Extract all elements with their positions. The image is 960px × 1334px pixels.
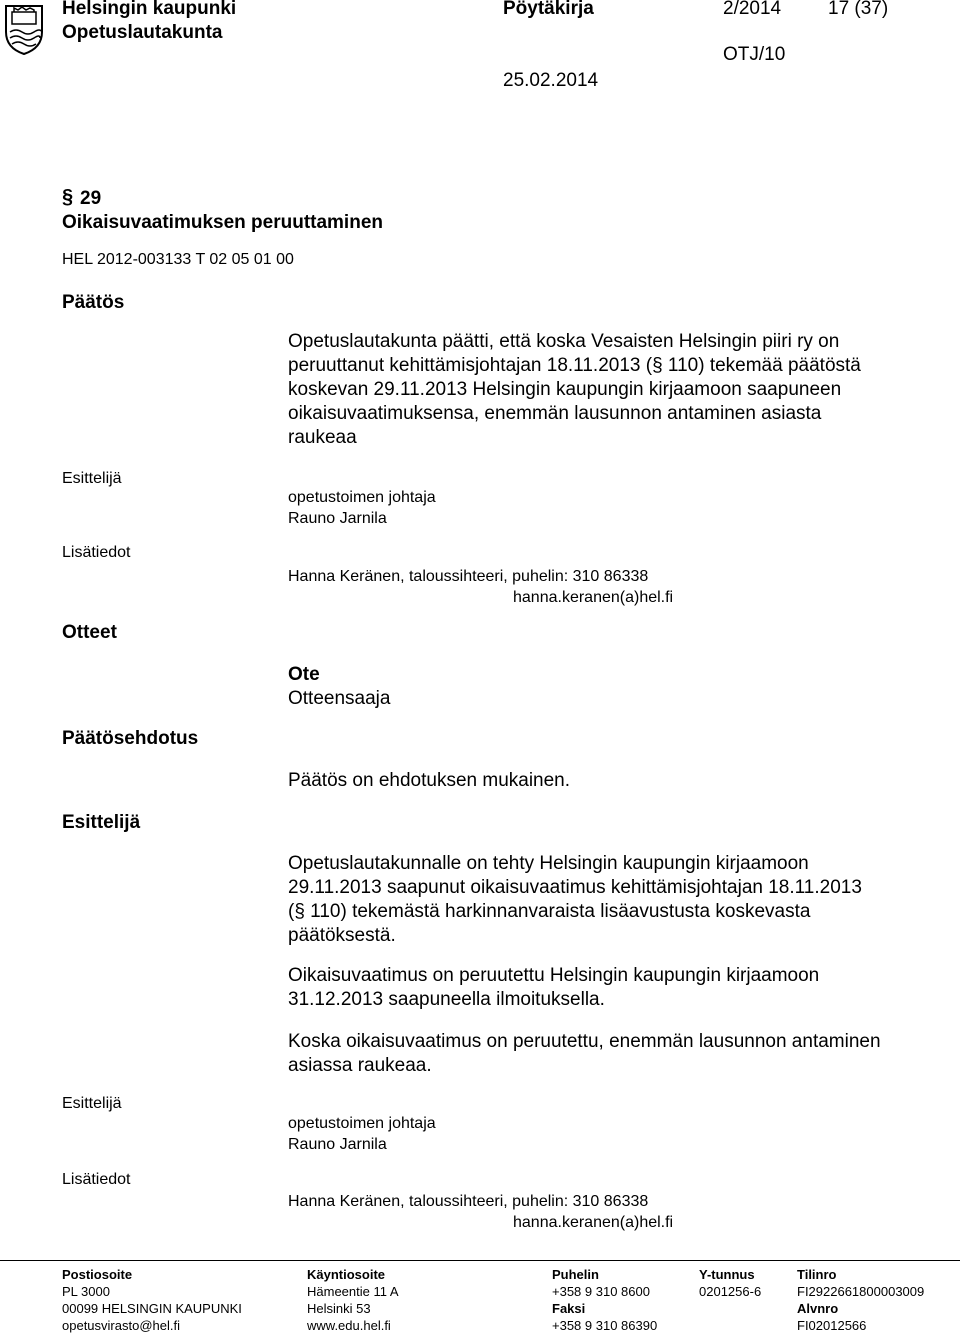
footer-email-link[interactable]: opetusvirasto@hel.fi — [62, 1318, 180, 1333]
footer-visit-line1: Hämeentie 11 A — [307, 1284, 399, 1299]
extracts-label: Otteet — [62, 622, 117, 643]
para1-line-3-text: 110) tekemästä harkinnanvaraista lisäavustusta koskevasta — [304, 901, 811, 922]
decision-line-4: oikaisuvaatimuksensa, enemmän lausunnon antaminen asiasta — [288, 403, 822, 424]
footer-visit — [307, 1266, 399, 1334]
footer-fax-number: +358 9 310 86390 — [552, 1318, 658, 1333]
proposal-text: Päätös on ehdotuksen mukainen. — [288, 770, 571, 791]
footer-account-heading: Tilinro — [797, 1267, 837, 1282]
presenter-title: opetustoimen johtaja — [288, 489, 436, 506]
page-number: 17 (37) — [828, 0, 889, 19]
footer-vat-heading: Alvnro — [797, 1301, 839, 1316]
presenter-title-2: opetustoimen johtaja — [288, 1115, 436, 1132]
case-id: HEL 2012-003133 T 02 05 01 00 — [62, 251, 294, 268]
org-name: Helsingin kaupunki — [62, 0, 237, 19]
doc-type: Pöytäkirja — [503, 0, 594, 19]
section-mark-icon: § — [294, 901, 305, 922]
footer-business-id-heading: Y-tunnus — [699, 1267, 755, 1282]
extract-recipient: Otteensaaja — [288, 688, 391, 709]
footer-phone-heading: Puhelin — [552, 1267, 599, 1282]
para1-line-3 — [288, 900, 810, 924]
proposal-label: Päätösehdotus — [62, 728, 199, 749]
decision-line-2b: 110) tekemää päätöstä — [662, 355, 861, 376]
para3-line-1: Koska oikaisuvaatimus on peruutettu, enemmän lausunnon antaminen — [288, 1031, 881, 1052]
committee-name: Opetuslautakunta — [62, 22, 223, 43]
para1-line-2: 29.11.2013 saapunut oikaisuvaatimus kehittämisjohtajan 18.11.2013 — [288, 877, 862, 898]
presenter-name: Rauno Jarnila — [288, 510, 387, 527]
issue-number: 2/2014 — [723, 0, 782, 19]
footer-postal-heading: Postiosoite — [62, 1267, 133, 1282]
section-mark-icon: § — [62, 186, 74, 208]
section-mark-icon: § — [652, 355, 663, 376]
extract-header: Ote — [288, 664, 320, 685]
decision-label: Päätös — [62, 292, 125, 313]
footer-account-value: FI2922661800003009 — [797, 1284, 925, 1299]
presenter-label: Esittelijä — [62, 470, 122, 487]
agenda-ref: OTJ/10 — [723, 44, 786, 65]
footer-fax-heading: Faksi — [552, 1301, 586, 1316]
presenter-name-2: Rauno Jarnila — [288, 1136, 387, 1153]
footer-vat-value: FI02012566 — [797, 1318, 867, 1333]
footer-visit-line2: Helsinki 53 — [307, 1301, 371, 1316]
contact-line: Hanna Keränen, taloussihteeri, puhelin: 310 86338 — [288, 568, 649, 585]
item-title: Oikaisuvaatimuksen peruuttaminen — [62, 212, 383, 233]
decision-line-2a: peruuttanut kehittämisjohtajan 18.11.2013 ( — [288, 355, 653, 376]
footer-postal — [62, 1266, 242, 1334]
decision-line-2 — [288, 354, 861, 378]
footer-business-id-value: 0201256-6 — [699, 1284, 762, 1299]
para2-line-2: 31.12.2013 saapuneella ilmoituksella. — [288, 989, 605, 1010]
footer-divider — [0, 1260, 960, 1261]
decision-line-5: raukeaa — [288, 427, 357, 448]
presenter-section-label: Esittelijä — [62, 812, 141, 833]
footer-postal-line2: 00099 HELSINGIN KAUPUNKI — [62, 1301, 242, 1316]
decision-line-3: koskevan 29.11.2013 Helsingin kaupungin kirjaamoon saapuneen — [288, 379, 842, 400]
footer-phone-number: +358 9 310 8600 — [552, 1284, 650, 1299]
para3-line-2: asiassa raukeaa. — [288, 1055, 432, 1076]
contact-email: hanna.keranen(a)hel.fi — [513, 589, 674, 606]
footer-business-id — [699, 1266, 761, 1300]
para1-line-3-prefix: ( — [288, 901, 295, 922]
meeting-date: 25.02.2014 — [503, 70, 599, 91]
footer-web-link[interactable]: www.edu.hel.fi — [307, 1318, 391, 1333]
item-number: 29 — [80, 188, 102, 209]
footer-postal-line1: PL 3000 — [62, 1284, 110, 1299]
decision-line-1: Opetuslautakunta päätti, että koska Vesaisten Helsingin piiri ry on — [288, 331, 840, 352]
info-label-2: Lisätiedot — [62, 1171, 131, 1188]
footer-visit-heading: Käyntiosoite — [307, 1267, 386, 1282]
para1-line-1: Opetuslautakunnalle on tehty Helsingin kaupungin kirjaamoon — [288, 853, 809, 874]
para2-line-1: Oikaisuvaatimus on peruutettu Helsingin kaupungin kirjaamoon — [288, 965, 820, 986]
info-label: Lisätiedot — [62, 544, 131, 561]
contact-email-2: hanna.keranen(a)hel.fi — [513, 1214, 674, 1231]
footer-phone — [552, 1266, 657, 1334]
presenter-label-2: Esittelijä — [62, 1095, 122, 1112]
helsinki-crest-icon — [2, 2, 46, 56]
para1-line-4: päätöksestä. — [288, 925, 396, 946]
footer-account — [797, 1266, 924, 1334]
contact-line-2: Hanna Keränen, taloussihteeri, puhelin: 310 86338 — [288, 1193, 649, 1210]
